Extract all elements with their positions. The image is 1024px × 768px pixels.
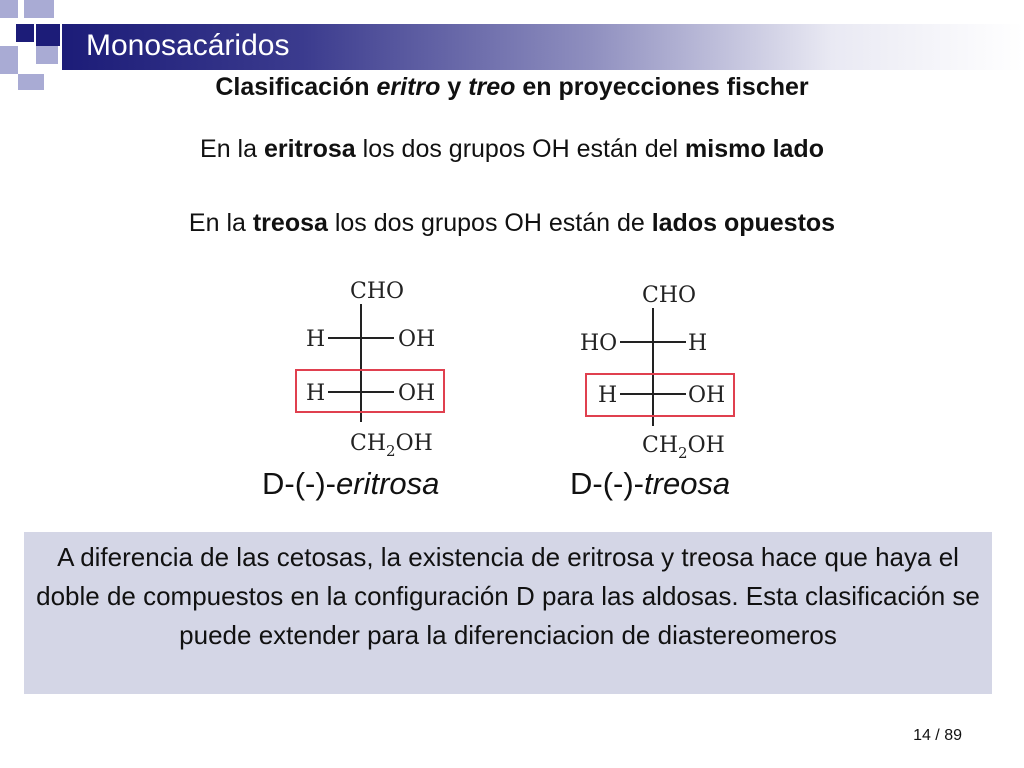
subtitle-part1: Clasificación [215, 73, 377, 101]
treosa-row2-right: OH [688, 383, 726, 408]
line2-part1: En la [188, 209, 253, 237]
treosa-caption-name: treosa [644, 466, 731, 501]
page-counter: 14 / 89 [913, 727, 962, 744]
eritrosa-statement [0, 134, 1024, 164]
treosa-statement [0, 208, 1024, 238]
line1-bold2: mismo lado [685, 135, 824, 163]
treosa-row1-right: H [688, 331, 708, 356]
decor-square-light-4 [36, 46, 58, 64]
treosa-caption-prefix: D-(-)- [570, 466, 645, 501]
treosa-top-group: CHO [642, 283, 697, 308]
treosa-bottom-group [642, 433, 725, 462]
line1-part2: los dos grupos OH están del [355, 135, 686, 163]
decor-square-light-3 [0, 46, 18, 74]
line1-bold1: eritrosa [263, 135, 356, 163]
info-text: A diferencia de las cetosas, la existencia de eritrosa y treosa hace que haya el doble de compuestos en la configuración D para las aldosas. Esta clasificación se puede extender para la diferenciacion de diastereomeros [36, 542, 980, 650]
treosa-fischer-projection [576, 276, 746, 468]
eritrosa-row2-right: OH [398, 381, 436, 406]
treosa-row1-left: HO [580, 331, 618, 356]
subtitle-treo: treo [468, 73, 516, 101]
eritrosa-caption-name: eritrosa [336, 466, 440, 501]
eritrosa-row1-left: H [306, 327, 326, 352]
eritrosa-bottom-suffix: OH [395, 431, 433, 456]
eritrosa-row2-left: H [306, 381, 326, 406]
decor-square-light-1 [0, 0, 18, 18]
eritrosa-bottom-sub: 2 [386, 442, 396, 460]
line2-bold2: lados opuestos [651, 209, 836, 237]
eritrosa-bottom-prefix: CH [350, 431, 387, 456]
eritrosa-top-group: CHO [350, 279, 405, 304]
slide-title: Monosacáridos [86, 29, 290, 62]
line2-bold1: treosa [252, 209, 328, 237]
eritrosa-caption [262, 466, 439, 502]
treosa-row2-left: H [598, 383, 618, 408]
decor-square-dark-2 [36, 24, 60, 46]
treosa-bottom-sub: 2 [678, 444, 688, 462]
treosa-bottom-suffix: OH [687, 433, 725, 458]
eritrosa-row1-right: OH [398, 327, 436, 352]
line1-part1: En la [200, 135, 264, 163]
slide-subtitle [0, 72, 1024, 102]
eritrosa-bottom-group [350, 431, 433, 460]
subtitle-part2: y [440, 73, 469, 101]
subtitle-part3: en proyecciones fischer [515, 73, 809, 101]
treosa-bottom-prefix: CH [642, 433, 679, 458]
line2-part2: los dos grupos OH están de [327, 209, 652, 237]
treosa-caption [570, 466, 730, 502]
decor-square-light-2 [24, 0, 54, 18]
eritrosa-fischer-projection [290, 272, 460, 464]
eritrosa-caption-prefix: D-(-)- [262, 466, 337, 501]
decor-square-dark-1 [16, 24, 34, 42]
subtitle-eritro: eritro [376, 73, 441, 101]
